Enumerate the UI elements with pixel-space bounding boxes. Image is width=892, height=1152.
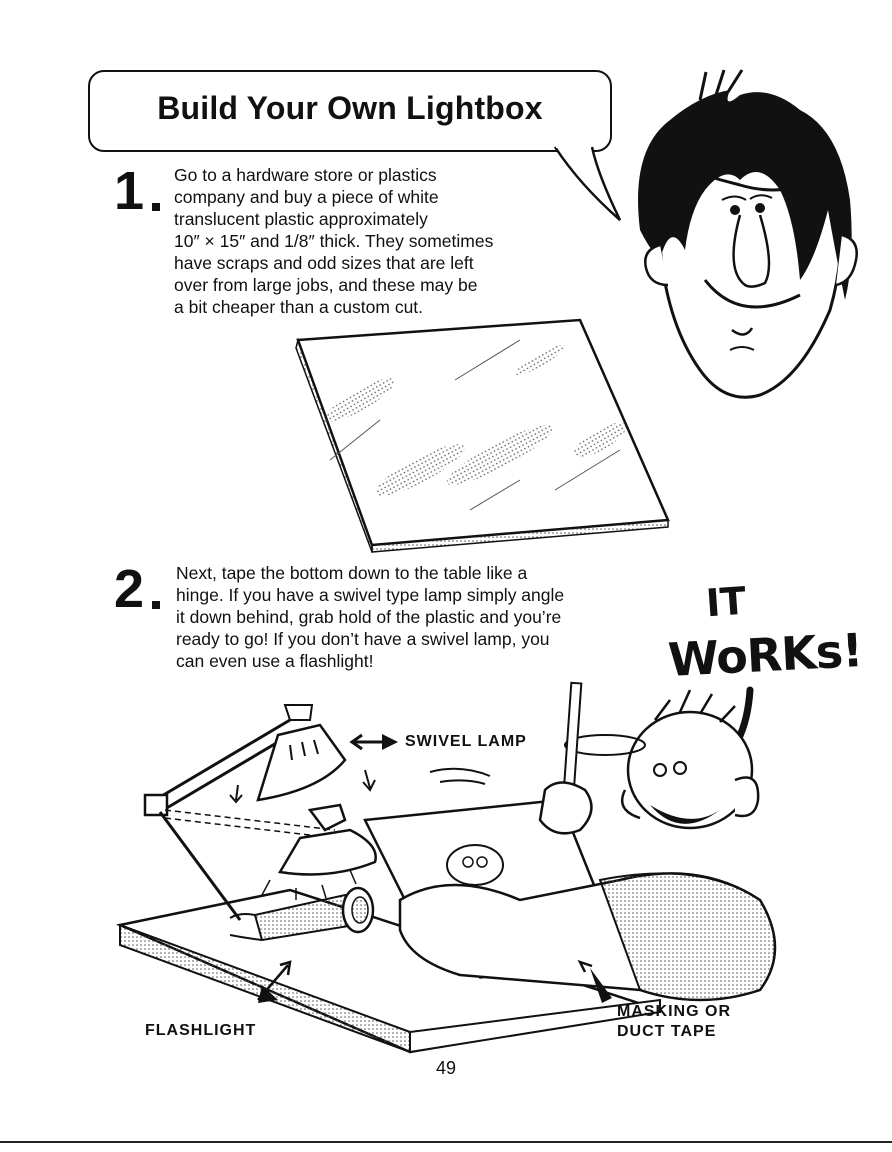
step-1-line: over from large jobs, and these may be xyxy=(174,275,478,295)
step-2-line: hinge. If you have a swivel type lamp simply angle xyxy=(176,585,565,605)
exclaim-it: IT xyxy=(704,578,748,626)
step-2-line: Next, tape the bottom down to the table like a xyxy=(176,563,528,583)
step-1-line: translucent plastic approximately xyxy=(174,209,428,229)
tape-label-line1: MASKING OR xyxy=(617,1003,731,1020)
step-1-line: have scraps and odd sizes that are left xyxy=(174,253,474,273)
swivel-lamp-label: SWIVEL LAMP xyxy=(405,733,527,750)
step-1-number: 1 xyxy=(114,161,145,221)
step-1-line: Go to a hardware store or plastics xyxy=(174,165,437,185)
step-1-line: company and buy a piece of white xyxy=(174,187,439,207)
page-number: 49 xyxy=(435,1058,457,1078)
tape-label-line2: DUCT TAPE xyxy=(617,1023,717,1040)
step-1-line: a bit cheaper than a custom cut. xyxy=(174,297,424,317)
page-bottom-rule xyxy=(0,1141,892,1143)
step-2-number: 2 xyxy=(114,559,145,619)
flashlight-label: FLASHLIGHT xyxy=(145,1022,257,1039)
step-2-line: it down behind, grab hold of the plastic and you’re xyxy=(176,607,562,627)
exclaim-works: WoRKs! xyxy=(666,622,864,688)
page-title: Build Your Own Lightbox xyxy=(157,90,543,126)
step-1-line: 10″ × 15″ and 1/8″ thick. They sometimes xyxy=(174,231,494,251)
step-2-line: ready to go! If you don’t have a swivel lamp, you xyxy=(176,629,550,649)
step-2-line: can even use a flashlight! xyxy=(176,651,374,671)
